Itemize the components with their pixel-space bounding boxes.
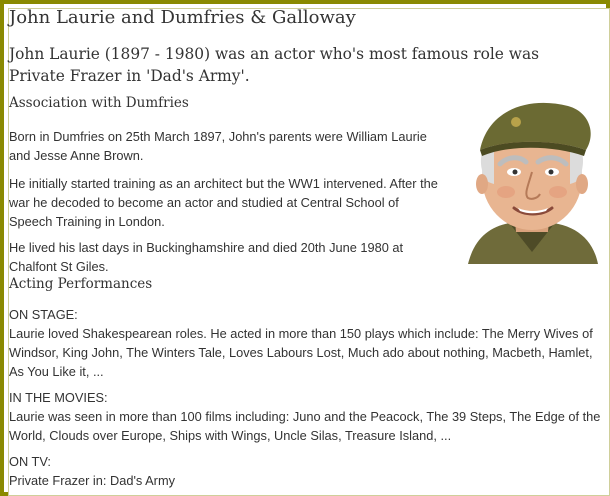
association-paragraph-death: He lived his last days in Buckinghamshire and died 20th June 1980 at Chalfont St Giles. bbox=[9, 240, 404, 274]
on-stage-text: Laurie loved Shakespearean roles. He acted in more than 150 plays which include: The Merry Wives of Windsor, King John, The Winters Tale, Loves Labours Lost, Much ado about nothing, Macbeth, Hamlet, As You Like it, ... bbox=[9, 326, 593, 379]
page-title: John Laurie and Dumfries & Galloway bbox=[9, 7, 356, 28]
association-heading: Association with Dumfries bbox=[9, 95, 189, 111]
in-the-movies-block bbox=[9, 388, 607, 445]
on-tv-label: ON TV: bbox=[9, 454, 51, 469]
on-stage-block bbox=[9, 305, 607, 381]
intro-text: John Laurie (1897 - 1980) was an actor who's most famous role was Private Frazer in 'Dad's Army'. bbox=[9, 45, 540, 85]
on-stage-label: ON STAGE: bbox=[9, 307, 78, 322]
john-laurie-caricature-image bbox=[458, 92, 606, 264]
in-the-movies-text: Laurie was seen in more than 100 films including: Juno and the Peacock, The 39 Steps, The Edge of the World, Clouds over Europe, Ships with Wings, Uncle Silas, Treasure Island, ... bbox=[9, 409, 601, 443]
on-tv-text: Private Frazer in: Dad's Army bbox=[9, 473, 176, 488]
association-paragraph-birth: Born in Dumfries on 25th March 1897, John's parents were William Laurie and Jesse Anne Brown. bbox=[9, 129, 427, 163]
on-tv-block bbox=[9, 452, 607, 490]
in-the-movies-label: IN THE MOVIES: bbox=[9, 390, 108, 405]
association-paragraph-training: He initially started training as an architect but the WW1 intervened. After the war he decoded to become an actor and studied at Central School of Speech Training in London. bbox=[9, 176, 438, 229]
acting-heading: Acting Performances bbox=[9, 276, 153, 292]
